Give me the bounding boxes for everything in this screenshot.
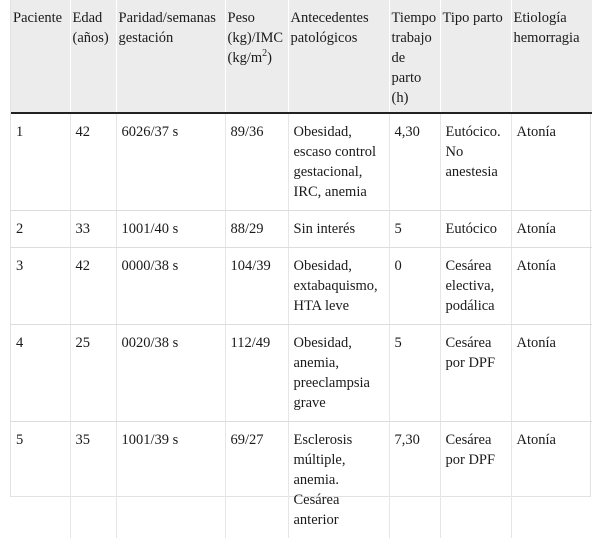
cell-paciente: 4 <box>11 325 70 422</box>
cell-paridad: 0020/38 s <box>116 325 225 422</box>
header-peso-text: Peso (kg)/IMC (kg/m <box>228 10 284 66</box>
cell-peso: 112/49 <box>225 325 288 422</box>
cell-paridad: 1001/40 s <box>116 211 225 248</box>
header-edad: Edad (años) <box>70 0 116 113</box>
header-tiempo: Tiempo trabajo de parto (h) <box>389 0 440 113</box>
cell-peso: 69/27 <box>225 422 288 538</box>
cell-tiempo: 7,30 <box>389 422 440 538</box>
cell-antecedentes: Obesidad, extabaquismo, HTA leve <box>288 248 389 325</box>
header-row <box>11 0 592 113</box>
cell-etiologia: Atonía <box>511 422 592 538</box>
cell-etiologia: Atonía <box>511 113 592 211</box>
cell-paciente: 2 <box>11 211 70 248</box>
cell-antecedentes: Obesidad, anemia, preeclampsia grave <box>288 325 389 422</box>
cell-paciente: 5 <box>11 422 70 538</box>
header-peso-superscript: 2 <box>262 48 267 59</box>
cell-tiempo: 0 <box>389 248 440 325</box>
cell-paciente: 3 <box>11 248 70 325</box>
cell-tiempo: 5 <box>389 211 440 248</box>
cell-paridad: 1001/39 s <box>116 422 225 538</box>
cell-tipo: Eutócico <box>440 211 511 248</box>
cell-paridad: 6026/37 s <box>116 113 225 211</box>
cell-edad: 35 <box>70 422 116 538</box>
table-body <box>11 113 592 538</box>
patient-table <box>11 0 592 538</box>
header-paridad: Paridad/semanas gestación <box>116 0 225 113</box>
cell-tipo: Cesárea por DPF <box>440 422 511 538</box>
patient-table-container <box>10 0 591 497</box>
cell-edad: 33 <box>70 211 116 248</box>
cell-peso: 89/36 <box>225 113 288 211</box>
cell-tiempo: 5 <box>389 325 440 422</box>
cell-tipo: Cesárea por DPF <box>440 325 511 422</box>
cell-paridad: 0000/38 s <box>116 248 225 325</box>
table-row <box>11 422 592 538</box>
cell-tipo: Eutócico. No anestesia <box>440 113 511 211</box>
table-header <box>11 0 592 113</box>
cell-etiologia: Atonía <box>511 211 592 248</box>
cell-edad: 42 <box>70 248 116 325</box>
header-paciente: Paciente <box>11 0 70 113</box>
table-row <box>11 211 592 248</box>
cell-edad: 42 <box>70 113 116 211</box>
header-antecedentes: Antecedentes patológicos <box>288 0 389 113</box>
header-peso-close: ) <box>267 50 272 66</box>
cell-antecedentes: Sin interés <box>288 211 389 248</box>
cell-antecedentes: Obesidad, escaso control gestacional, IRC, anemia <box>288 113 389 211</box>
header-peso <box>225 0 288 113</box>
cell-paciente: 1 <box>11 113 70 211</box>
cell-antecedentes: Esclerosis múltiple, anemia. Cesárea anterior <box>288 422 389 538</box>
cell-edad: 25 <box>70 325 116 422</box>
header-etiologia: Etiología hemorragia <box>511 0 592 113</box>
header-tipo: Tipo parto <box>440 0 511 113</box>
table-row <box>11 325 592 422</box>
cell-etiologia: Atonía <box>511 325 592 422</box>
table-row <box>11 248 592 325</box>
cell-etiologia: Atonía <box>511 248 592 325</box>
cell-tipo: Cesárea electiva, podálica <box>440 248 511 325</box>
cell-peso: 88/29 <box>225 211 288 248</box>
cell-tiempo: 4,30 <box>389 113 440 211</box>
cell-peso: 104/39 <box>225 248 288 325</box>
table-row <box>11 113 592 211</box>
